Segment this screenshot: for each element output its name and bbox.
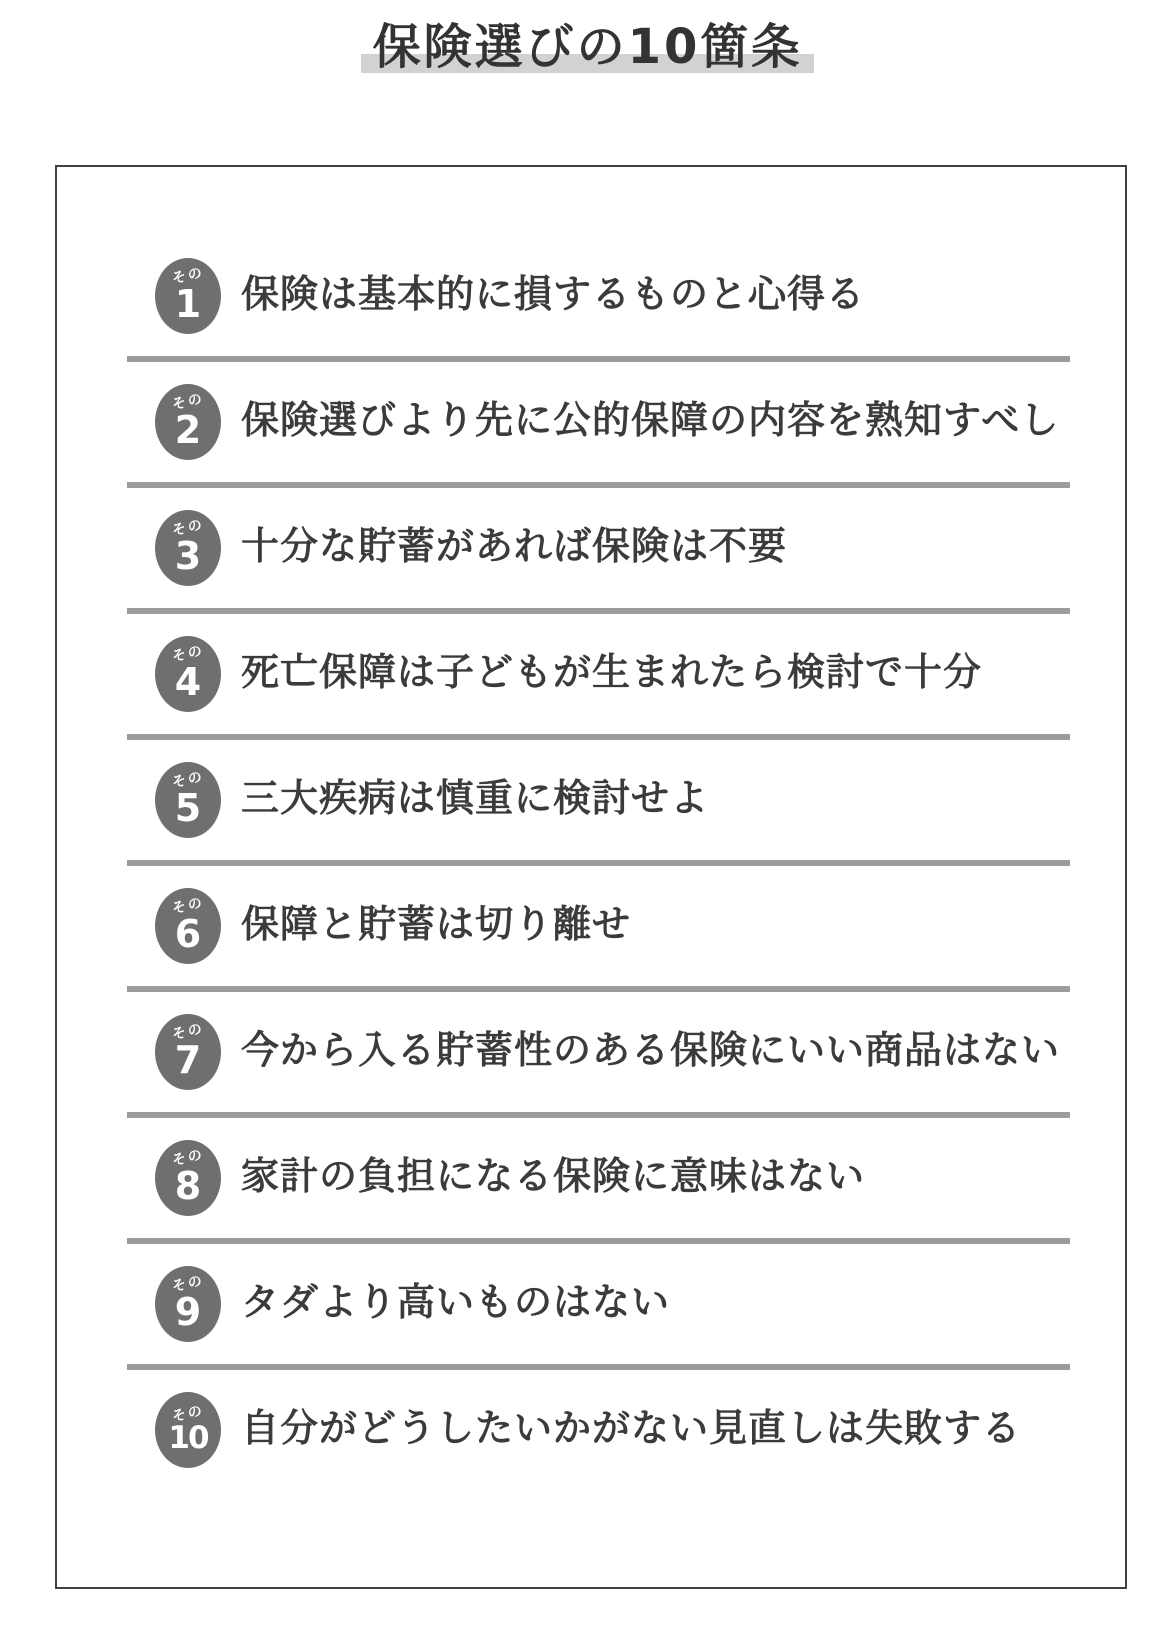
rule-text: 死亡保障は子どもが生まれたら検討で十分 (241, 650, 983, 694)
badge-prefix-label: その (170, 1146, 206, 1170)
rule-text: 三大疾病は慎重に検討せよ (241, 776, 710, 820)
badge-prefix-label: その (170, 1272, 206, 1296)
badge-number: 4 (174, 660, 202, 704)
rule-number-badge (155, 1014, 221, 1090)
badge-number: 8 (174, 1164, 202, 1208)
badge-prefix-label: その (170, 516, 206, 540)
rule-text: 保険選びより先に公的保障の内容を熟知すべし (241, 398, 1060, 442)
badge-number: 7 (174, 1038, 202, 1082)
rule-row-4 (57, 614, 1125, 734)
rule-text: 家計の負担になる保険に意味はない (241, 1154, 866, 1198)
page-title: 保険選びの10箇条 (361, 20, 815, 75)
badge-number: 2 (174, 408, 202, 452)
rule-row-7 (57, 992, 1125, 1112)
rule-number-badge (155, 1140, 221, 1216)
badge-number: 1 (174, 282, 202, 326)
rule-row-1 (57, 236, 1125, 356)
rule-row-5 (57, 740, 1125, 860)
rule-number-badge (155, 1266, 221, 1342)
rules-box (55, 165, 1127, 1589)
rule-number-badge (155, 510, 221, 586)
rule-row-8 (57, 1118, 1125, 1238)
badge-prefix-label: その (170, 264, 206, 288)
rule-text: 保険は基本的に損するものと心得る (241, 272, 866, 316)
badge-prefix-label: その (170, 642, 206, 666)
rule-row-3 (57, 488, 1125, 608)
rule-number-badge (155, 258, 221, 334)
badge-number: 5 (174, 786, 202, 830)
rule-number-badge (155, 762, 221, 838)
rule-text: 保障と貯蓄は切り離せ (241, 902, 632, 946)
badge-prefix-label: その (170, 390, 206, 414)
badge-number: 9 (174, 1290, 202, 1334)
rule-text: 今から入る貯蓄性のある保険にいい商品はない (241, 1028, 1061, 1072)
rule-number-badge (155, 888, 221, 964)
badge-number: 6 (174, 912, 202, 956)
badge-number: 10 (168, 1419, 208, 1456)
badge-prefix-label: その (170, 1402, 206, 1425)
title-bar (0, 0, 1175, 75)
rule-text: 自分がどうしたいかがない見直しは失敗する (241, 1406, 1022, 1450)
badge-prefix-label: その (170, 894, 206, 918)
rule-text: 十分な貯蓄があれば保険は不要 (241, 524, 788, 568)
rule-number-badge (155, 384, 221, 460)
rule-row-6 (57, 866, 1125, 986)
rule-row-9 (57, 1244, 1125, 1364)
rule-row-2 (57, 362, 1125, 482)
badge-number: 3 (174, 534, 202, 578)
rule-number-badge (155, 636, 221, 712)
rule-number-badge (155, 1392, 221, 1468)
badge-prefix-label: その (170, 768, 206, 792)
badge-prefix-label: その (170, 1020, 206, 1044)
rule-row-10 (57, 1370, 1125, 1490)
rule-text: タダより高いものはない (241, 1280, 671, 1324)
